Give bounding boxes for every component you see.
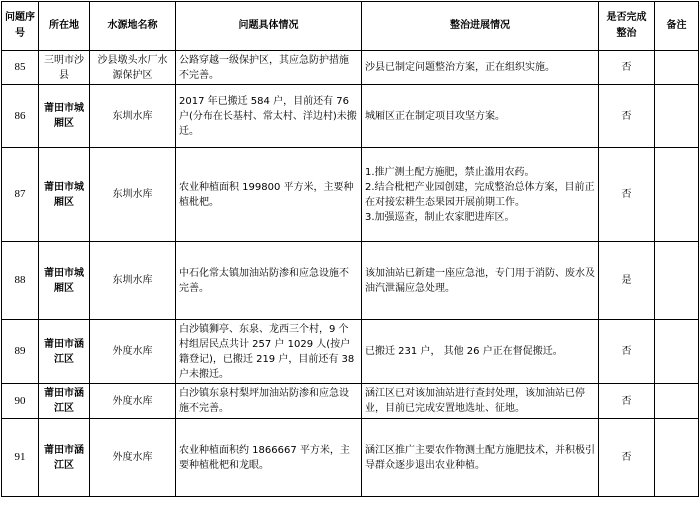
- location-cell: 莆田市城厢区: [39, 148, 90, 242]
- seq-cell: 88: [2, 242, 39, 320]
- completed-cell: 否: [599, 419, 655, 497]
- problem-cell: 农业种植面积约 1866667 平方米，主要种植枇杷和龙眼。: [176, 419, 362, 497]
- table-row: [2, 419, 699, 497]
- problem-cell: 2017 年已搬迁 584 户，目前还有 76 户(分布在长基村、常太村、洋边村)未搬迁。: [176, 85, 362, 148]
- remarks-cell: [655, 51, 699, 85]
- location-cell: 莆田市涵江区: [39, 320, 90, 384]
- seq-cell: 86: [2, 85, 39, 148]
- progress-line: 1.推广测土配方施肥，禁止滥用农药。: [365, 166, 535, 178]
- progress-line: 3.加强巡查，制止农家肥进库区。: [365, 211, 515, 223]
- completed-cell: 是: [599, 242, 655, 320]
- table-row: [2, 85, 699, 148]
- progress-line: 2.结合枇杷产业园创建，完成整治总体方案，目前正在对接宏耕生态果园开展前期工作。: [365, 181, 595, 208]
- completed-cell: 否: [599, 85, 655, 148]
- problem-cell: 白沙镇东泉村梨坪加油站防渗和应急设施不完善。: [176, 384, 362, 419]
- seq-cell: 87: [2, 148, 39, 242]
- completed-cell: 否: [599, 51, 655, 85]
- progress-cell: 城厢区正在制定项目攻坚方案。: [362, 85, 599, 148]
- progress-cell: [362, 148, 599, 242]
- location-cell: 莆田市涵江区: [39, 384, 90, 419]
- location-cell: 莆田市涵江区: [39, 419, 90, 497]
- header-progress: 整治进展情况: [362, 2, 599, 51]
- source-cell: 东圳水库: [90, 85, 176, 148]
- problem-cell: 公路穿越一级保护区，其应急防护措施不完善。: [176, 51, 362, 85]
- progress-cell: 涵江区推广主要农作物测土配方施肥技术，并积极引导群众逐步退出农业种植。: [362, 419, 599, 497]
- seq-cell: 85: [2, 51, 39, 85]
- remarks-cell: [655, 384, 699, 419]
- remarks-cell: [655, 85, 699, 148]
- seq-cell: 89: [2, 320, 39, 384]
- progress-cell: 沙县已制定问题整治方案，正在组织实施。: [362, 51, 599, 85]
- problem-cell: 白沙镇狮亭、东泉、龙西三个村，9 个村组居民点共计 257 户 1029 人(按户籍登记)，已搬迁 219 户，目前还有 38 户未搬迁。: [176, 320, 362, 384]
- problem-cell: 中石化常太镇加油站防渗和应急设施不完善。: [176, 242, 362, 320]
- problem-cell: 农业种植面积 199800 平方米，主要种植枇杷。: [176, 148, 362, 242]
- table-row: [2, 51, 699, 85]
- seq-cell: 90: [2, 384, 39, 419]
- remarks-cell: [655, 242, 699, 320]
- table-row: [2, 320, 699, 384]
- progress-cell: 该加油站已新建一座应急池，专门用于消防、废水及油汽泄漏应急处理。: [362, 242, 599, 320]
- remarks-cell: [655, 419, 699, 497]
- completed-cell: 否: [599, 384, 655, 419]
- header-completed: 是否完成整治: [599, 2, 655, 51]
- header-seq: 问题序号: [2, 2, 39, 51]
- progress-cell: 涵江区已对该加油站进行查封处理，该加油站已停业，目前已完成安置地选址、征地。: [362, 384, 599, 419]
- completed-cell: 否: [599, 148, 655, 242]
- seq-cell: 91: [2, 419, 39, 497]
- source-cell: 东圳水库: [90, 148, 176, 242]
- source-cell: 外度水库: [90, 320, 176, 384]
- location-cell: 莆田市城厢区: [39, 85, 90, 148]
- header-problem: 问题具体情况: [176, 2, 362, 51]
- remarks-cell: [655, 148, 699, 242]
- progress-cell: 已搬迁 231 户， 其他 26 户正在督促搬迁。: [362, 320, 599, 384]
- source-cell: 外度水库: [90, 384, 176, 419]
- source-cell: 东圳水库: [90, 242, 176, 320]
- header-source: 水源地名称: [90, 2, 176, 51]
- remarks-cell: [655, 320, 699, 384]
- rectification-table: [1, 1, 699, 497]
- header-remarks: 备注: [655, 2, 699, 51]
- completed-cell: 否: [599, 320, 655, 384]
- table-row: [2, 148, 699, 242]
- table-header-row: [2, 2, 699, 51]
- table-row: [2, 384, 699, 419]
- table-row: [2, 242, 699, 320]
- source-cell: 沙县墩头水厂水源保护区: [90, 51, 176, 85]
- location-cell: 三明市沙县: [39, 51, 90, 85]
- location-cell: 莆田市城厢区: [39, 242, 90, 320]
- source-cell: 外度水库: [90, 419, 176, 497]
- header-location: 所在地: [39, 2, 90, 51]
